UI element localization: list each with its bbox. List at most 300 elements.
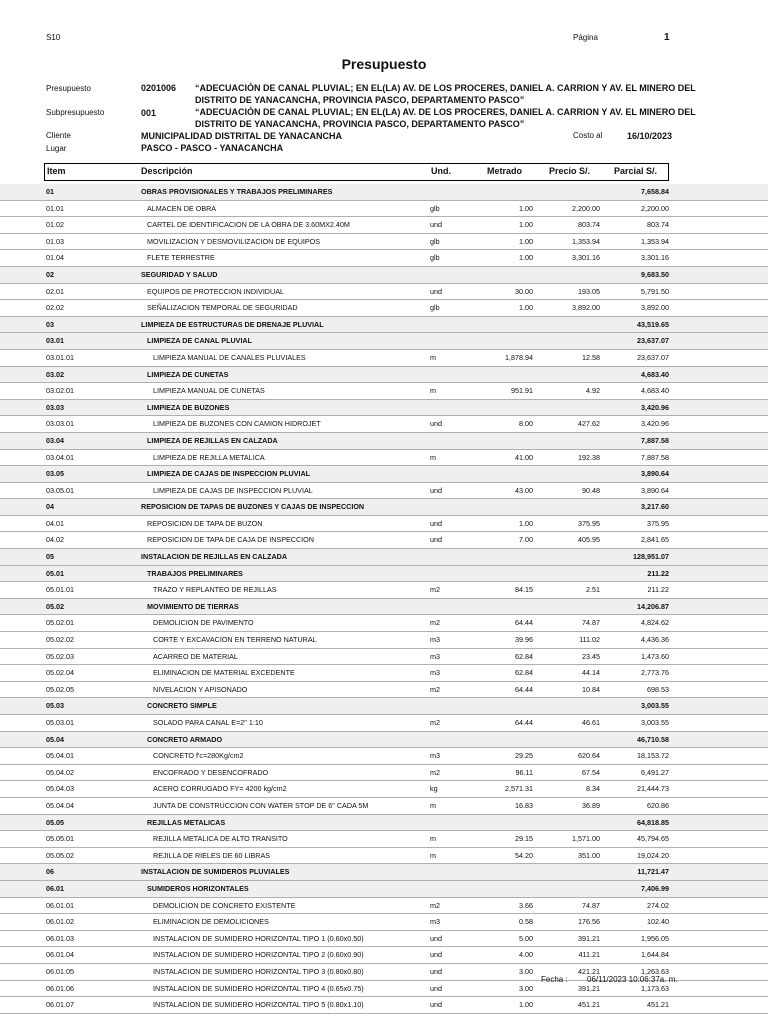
- metrado-cell: 3.00: [519, 966, 533, 976]
- table-row: [0, 798, 768, 815]
- description-cell: LIMPIEZA DE CUNETAS: [147, 369, 229, 379]
- parcial-cell: 4,824.62: [641, 618, 669, 628]
- parcial-cell: 211.22: [647, 568, 669, 578]
- unit-cell: m: [430, 834, 436, 844]
- parcial-cell: 1,353.94: [641, 236, 669, 246]
- metrado-cell: 29.25: [515, 751, 533, 761]
- parcial-cell: 5,791.50: [641, 286, 669, 296]
- metrado-cell: 1.00: [519, 253, 533, 263]
- cliente-value: MUNICIPALIDAD DISTRITAL DE YANACANCHA: [141, 131, 343, 141]
- metrado-cell: 0.58: [519, 917, 533, 927]
- parcial-cell: 803.74: [647, 220, 669, 230]
- metrado-cell: 62.84: [515, 668, 533, 678]
- precio-cell: 351.00: [578, 850, 600, 860]
- description-cell: CONCRETO SIMPLE: [147, 701, 217, 711]
- metrado-cell: 39.96: [515, 635, 533, 645]
- unit-cell: m: [430, 800, 436, 810]
- item-cell: 05.04.01: [46, 751, 74, 761]
- precio-cell: 451.21: [578, 1000, 600, 1010]
- description-cell: REPOSICION DE TAPA DE CAJA DE INSPECCION: [147, 535, 314, 545]
- parcial-cell: 102.40: [647, 917, 669, 927]
- presupuesto-code: 0201006: [141, 83, 177, 93]
- metrado-cell: 64.44: [515, 684, 533, 694]
- description-cell: ACARREO DE MATERIAL: [153, 651, 238, 661]
- table-row: [0, 765, 768, 782]
- unit-cell: glb: [430, 303, 440, 313]
- table-row: [0, 815, 768, 832]
- parcial-cell: 7,406.99: [641, 883, 669, 893]
- precio-cell: 375.95: [578, 518, 600, 528]
- description-cell: INSTALACION DE SUMIDERO HORIZONTAL TIPO 2 (0.60x0.90): [153, 950, 364, 960]
- table-row: [0, 483, 768, 500]
- table-row: [0, 250, 768, 267]
- description-cell: CARTEL DE IDENTIFICACION DE LA OBRA DE 3.60MX2.40M: [147, 220, 350, 230]
- table-row: [0, 450, 768, 467]
- description-cell: OBRAS PROVISIONALES Y TRABAJOS PRELIMINARES: [141, 187, 333, 196]
- parcial-cell: 1,644.84: [641, 950, 669, 960]
- precio-cell: 23.45: [582, 651, 600, 661]
- table-row: [0, 848, 768, 865]
- precio-cell: 111.02: [579, 635, 600, 645]
- parcial-cell: 1,956.05: [641, 933, 669, 943]
- metrado-cell: 30.00: [515, 286, 533, 296]
- description-cell: MOVIMIENTO DE TIERRAS: [147, 601, 239, 611]
- item-cell: 01.03: [46, 236, 64, 246]
- metrado-cell: 1.00: [519, 220, 533, 230]
- parcial-cell: 21,444.73: [637, 784, 669, 794]
- parcial-cell: 11,721.47: [637, 867, 669, 877]
- table-row: [0, 433, 768, 450]
- precio-cell: 1,571.00: [572, 834, 600, 844]
- parcial-cell: 64,818.85: [637, 817, 669, 827]
- description-cell: ACERO CORRUGADO FY= 4200 kg/cm2: [153, 784, 287, 794]
- parcial-cell: 46,710.58: [637, 734, 669, 744]
- item-cell: 02: [46, 269, 54, 279]
- description-cell: DEMOLICION DE PAVIMENTO: [153, 618, 254, 628]
- unit-cell: und: [430, 419, 442, 429]
- parcial-cell: 211.22: [647, 585, 669, 595]
- table-row: [0, 615, 768, 632]
- parcial-cell: 43,519.65: [637, 319, 669, 329]
- description-cell: TRABAJOS PRELIMINARES: [147, 568, 243, 578]
- description-cell: LIMPIEZA DE ESTRUCTURAS DE DRENAJE PLUVIAL: [141, 319, 324, 329]
- table-row: [0, 947, 768, 964]
- unit-cell: und: [430, 950, 442, 960]
- description-cell: INSTALACION DE SUMIDEROS PLUVIALES: [141, 867, 290, 877]
- column-header-metrado: Metrado: [487, 166, 523, 176]
- parcial-cell: 23,637.07: [637, 352, 669, 362]
- parcial-cell: 4,683.40: [641, 369, 669, 379]
- unit-cell: m3: [430, 668, 440, 678]
- description-cell: TRAZO Y REPLANTEO DE REJILLAS: [153, 585, 277, 595]
- description-cell: REPOSICION DE TAPA DE BUZON: [147, 518, 263, 528]
- precio-cell: 44.14: [582, 668, 600, 678]
- table-row: [0, 599, 768, 616]
- precio-cell: 2,200.00: [572, 203, 600, 213]
- unit-cell: glb: [430, 236, 440, 246]
- precio-cell: 391.21: [578, 933, 600, 943]
- table-row: [0, 898, 768, 915]
- item-cell: 03.05: [46, 469, 64, 479]
- metrado-cell: 64.44: [515, 718, 533, 727]
- precio-cell: 10.84: [582, 684, 600, 694]
- item-cell: 06.01: [46, 883, 64, 893]
- precio-cell: 3,892.00: [572, 303, 600, 313]
- metrado-cell: 7.00: [519, 535, 533, 545]
- item-cell: 06.01.02: [46, 917, 74, 927]
- description-cell: INSTALACION DE SUMIDERO HORIZONTAL TIPO 4 (0.65x0.75): [153, 983, 364, 993]
- metrado-cell: 1.00: [519, 203, 533, 213]
- table-row: [0, 350, 768, 367]
- metrado-cell: 1,878.94: [505, 352, 533, 362]
- unit-cell: m: [430, 352, 436, 362]
- metrado-cell: 951.91: [511, 386, 533, 396]
- parcial-cell: 3,892.00: [641, 303, 669, 313]
- item-cell: 05.01.01: [46, 585, 74, 595]
- description-cell: INSTALACION DE SUMIDERO HORIZONTAL TIPO 5 (0.80x1.10): [153, 1000, 364, 1010]
- precio-cell: 192.38: [578, 452, 600, 462]
- table-row: [0, 267, 768, 284]
- unit-cell: m3: [430, 635, 440, 645]
- report-code: S10: [46, 33, 61, 42]
- precio-cell: 67.54: [582, 767, 600, 777]
- description-cell: ALMACEN DE OBRA: [147, 203, 217, 213]
- precio-cell: 2.51: [586, 585, 600, 595]
- item-cell: 03.03: [46, 402, 64, 412]
- subpresupuesto-description-line-2: DISTRITO DE YANACANCHA, PROVINCIA PASCO, DEPARTAMENTO PASCO”: [195, 119, 525, 129]
- item-cell: 02.02: [46, 303, 64, 313]
- description-cell: REPOSICION DE TAPAS DE BUZONES Y CAJAS DE INSPECCION: [141, 502, 365, 512]
- description-cell: INSTALACION DE REJILLAS EN CALZADA: [141, 552, 288, 562]
- metrado-cell: 2,571.31: [505, 784, 533, 794]
- table-row: [0, 748, 768, 765]
- description-cell: CONCRETO f'c=280Kg/cm2: [153, 751, 244, 761]
- item-cell: 06.01.06: [46, 983, 74, 993]
- item-cell: 04.02: [46, 535, 64, 545]
- parcial-cell: 4,683.40: [641, 386, 669, 396]
- table-row: [0, 549, 768, 566]
- table-row: [0, 300, 768, 317]
- metrado-cell: 4.00: [519, 950, 533, 960]
- parcial-cell: 1,263.63: [641, 966, 669, 976]
- parcial-cell: 18,153.72: [637, 751, 669, 761]
- unit-cell: m2: [430, 684, 440, 694]
- presupuesto-description-line-1: “ADECUACIÓN DE CANAL PLUVIAL; EN EL(LA) AV. DE LOS PROCERES, DANIEL A. CARRION Y AV. EL MINERO DEL: [195, 83, 696, 93]
- parcial-cell: 3,420.96: [641, 419, 669, 429]
- precio-cell: 3,301.16: [572, 253, 600, 263]
- metrado-cell: 43.00: [515, 485, 533, 495]
- table-row: [0, 997, 768, 1014]
- parcial-cell: 274.02: [647, 900, 669, 910]
- precio-cell: 421.21: [578, 966, 600, 976]
- page-title: Presupuesto: [341, 56, 427, 72]
- item-cell: 01: [46, 187, 54, 196]
- table-row: [0, 234, 768, 251]
- column-header-item: Item: [47, 166, 66, 176]
- precio-cell: 391.21: [578, 983, 600, 993]
- description-cell: ENCOFRADO Y DESENCOFRADO: [153, 767, 269, 777]
- metrado-cell: 3.66: [519, 900, 533, 910]
- metrado-cell: 1.00: [519, 1000, 533, 1010]
- metrado-cell: 1.00: [519, 236, 533, 246]
- description-cell: SUMIDEROS HORIZONTALES: [147, 883, 249, 893]
- parcial-cell: 2,200.00: [641, 203, 669, 213]
- table-row: [0, 466, 768, 483]
- unit-cell: und: [430, 518, 442, 528]
- precio-cell: 176.56: [578, 917, 600, 927]
- precio-cell: 74.87: [582, 900, 600, 910]
- unit-cell: m3: [430, 651, 440, 661]
- costo-date: 16/10/2023: [627, 131, 673, 141]
- description-cell: ELIMINACION DE DEMOLICIONES: [153, 917, 269, 927]
- unit-cell: m: [430, 386, 436, 396]
- item-cell: 06.01.04: [46, 950, 74, 960]
- description-cell: REJILLA DE RIELES DE 60 LIBRAS: [153, 850, 271, 860]
- parcial-cell: 23,637.07: [637, 336, 669, 346]
- table-row: [0, 582, 768, 599]
- description-cell: LIMPIEZA DE REJILLA METALICA: [153, 452, 265, 462]
- parcial-cell: 7,658.84: [641, 187, 669, 196]
- table-row: [0, 698, 768, 715]
- item-cell: 05.05.01: [46, 834, 74, 844]
- parcial-cell: 3,003.55: [641, 701, 669, 711]
- item-cell: 05.03.01: [46, 718, 74, 727]
- parcial-cell: 6,491.27: [641, 767, 669, 777]
- description-cell: NIVELACION Y APISONADO: [153, 684, 248, 694]
- table-row: [0, 383, 768, 400]
- parcial-cell: 2,841.65: [641, 535, 669, 545]
- unit-cell: und: [430, 220, 442, 230]
- column-header-parcial: Parcial S/.: [614, 166, 658, 176]
- item-cell: 03.03.01: [46, 419, 74, 429]
- metrado-cell: 1.00: [519, 518, 533, 528]
- item-cell: 05.03: [46, 701, 64, 711]
- description-cell: REJILLA METALICA DE ALTO TRANSITO: [153, 834, 288, 844]
- table-row: [0, 781, 768, 798]
- precio-cell: 1,353.94: [572, 236, 600, 246]
- item-cell: 05.05.02: [46, 850, 74, 860]
- item-cell: 05.04.02: [46, 767, 74, 777]
- parcial-cell: 4,436.36: [641, 635, 669, 645]
- precio-cell: 12.58: [582, 352, 600, 362]
- item-cell: 05.02.03: [46, 651, 74, 661]
- unit-cell: und: [430, 535, 442, 545]
- parcial-cell: 7,887.58: [641, 435, 669, 445]
- item-cell: 04: [46, 502, 54, 512]
- metrado-cell: 96.11: [515, 767, 533, 777]
- table-row: [0, 665, 768, 682]
- table-row: [0, 566, 768, 583]
- table-row: [0, 499, 768, 516]
- precio-cell: 427.62: [578, 419, 600, 429]
- parcial-cell: 698.53: [647, 684, 669, 694]
- unit-cell: m: [430, 452, 436, 462]
- table-header: [44, 163, 669, 181]
- description-cell: LIMPIEZA MANUAL DE CUNETAS: [153, 386, 265, 396]
- parcial-cell: 3,217.60: [641, 502, 669, 512]
- description-cell: EQUIPOS DE PROTECCION INDIVIDUAL: [147, 286, 284, 296]
- costo-label: Costo al: [573, 131, 603, 140]
- metrado-cell: 8.00: [519, 419, 533, 429]
- column-header-descripcion: Descripción: [141, 166, 193, 176]
- item-cell: 03.02: [46, 369, 64, 379]
- table-row: [0, 732, 768, 749]
- item-cell: 03.05.01: [46, 485, 74, 495]
- precio-cell: 193.05: [578, 286, 600, 296]
- description-cell: SEGURIDAD Y SALUD: [141, 269, 218, 279]
- table-row: [0, 217, 768, 234]
- precio-cell: 4.92: [586, 386, 600, 396]
- lugar-value: PASCO - PASCO - YANACANCHA: [141, 143, 284, 153]
- parcial-cell: 1,473.60: [641, 651, 669, 661]
- item-cell: 05.02.02: [46, 635, 74, 645]
- item-cell: 03.01.01: [46, 352, 74, 362]
- lugar-label: Lugar: [46, 144, 67, 153]
- unit-cell: m2: [430, 718, 440, 727]
- table-row: [0, 416, 768, 433]
- metrado-cell: 1.00: [519, 303, 533, 313]
- parcial-cell: 3,301.16: [641, 253, 669, 263]
- table-row: [0, 914, 768, 931]
- fecha-value: 06/11/2023 10:06:37a. m.: [587, 975, 678, 984]
- parcial-cell: 3,003.55: [641, 718, 669, 727]
- description-cell: MOVILIZACION Y DESMOVILIZACION DE EQUIPOS: [147, 236, 321, 246]
- precio-cell: 803.74: [578, 220, 600, 230]
- unit-cell: und: [430, 286, 442, 296]
- precio-cell: 411.21: [578, 950, 600, 960]
- metrado-cell: 64.44: [515, 618, 533, 628]
- item-cell: 05.02.04: [46, 668, 74, 678]
- parcial-cell: 620.86: [647, 800, 669, 810]
- item-cell: 01.04: [46, 253, 64, 263]
- table-row: [0, 864, 768, 881]
- parcial-cell: 375.95: [647, 518, 669, 528]
- metrado-cell: 41.00: [515, 452, 533, 462]
- table-row: [0, 201, 768, 218]
- item-cell: 05.02.05: [46, 684, 74, 694]
- table-row: [0, 400, 768, 417]
- item-cell: 05.02: [46, 601, 64, 611]
- unit-cell: m2: [430, 900, 440, 910]
- unit-cell: m3: [430, 917, 440, 927]
- item-cell: 04.01: [46, 518, 64, 528]
- item-cell: 03.04.01: [46, 452, 74, 462]
- item-cell: 06.01.05: [46, 966, 74, 976]
- description-cell: CONCRETO ARMADO: [147, 734, 223, 744]
- unit-cell: m2: [430, 585, 440, 595]
- item-cell: 06.01.07: [46, 1000, 74, 1010]
- item-cell: 05: [46, 552, 54, 562]
- description-cell: LIMPIEZA DE BUZONES: [147, 402, 230, 412]
- precio-cell: 46.61: [582, 718, 600, 727]
- item-cell: 03: [46, 319, 54, 329]
- description-cell: DEMOLICION DE CONCRETO EXISTENTE: [153, 900, 296, 910]
- table-row: [0, 284, 768, 301]
- table-row: [0, 333, 768, 350]
- unit-cell: und: [430, 933, 442, 943]
- precio-cell: 74.87: [582, 618, 600, 628]
- unit-cell: m3: [430, 751, 440, 761]
- metrado-cell: 29.15: [515, 834, 533, 844]
- table-row: [0, 184, 768, 201]
- table-row: [0, 632, 768, 649]
- item-cell: 05.04.03: [46, 784, 74, 794]
- parcial-cell: 1,173.63: [641, 983, 669, 993]
- item-cell: 06.01.01: [46, 900, 74, 910]
- table-row: [0, 831, 768, 848]
- table-row: [0, 367, 768, 384]
- description-cell: SOLADO PARA CANAL E=2" 1:10: [153, 718, 263, 727]
- metrado-cell: 5.00: [519, 933, 533, 943]
- description-cell: INSTALACION DE SUMIDERO HORIZONTAL TIPO 1 (0.60x0.50): [153, 933, 364, 943]
- description-cell: LIMPIEZA DE REJILLAS EN CALZADA: [147, 435, 278, 445]
- table-row: [0, 317, 768, 334]
- table-row: [0, 516, 768, 533]
- unit-cell: und: [430, 485, 442, 495]
- metrado-cell: 54.20: [515, 850, 533, 860]
- page-number: 1: [664, 32, 670, 43]
- subpresupuesto-description-line-1: “ADECUACIÓN DE CANAL PLUVIAL; EN EL(LA) AV. DE LOS PROCERES, DANIEL A. CARRION Y AV. EL MINERO DEL: [195, 107, 696, 117]
- description-cell: LIMPIEZA DE CAJAS DE INSPECCION PLUVIAL: [153, 485, 313, 495]
- item-cell: 06: [46, 867, 54, 877]
- parcial-cell: 3,420.96: [641, 402, 669, 412]
- parcial-cell: 3,890.64: [641, 485, 669, 495]
- description-cell: CORTE Y EXCAVACION EN TERRENO NATURAL: [153, 635, 317, 645]
- item-cell: 05.02.01: [46, 618, 74, 628]
- parcial-cell: 9,683.50: [641, 269, 669, 279]
- unit-cell: glb: [430, 253, 440, 263]
- unit-cell: und: [430, 983, 442, 993]
- unit-cell: m2: [430, 618, 440, 628]
- item-cell: 03.02.01: [46, 386, 74, 396]
- table-row: [0, 715, 768, 732]
- subpresupuesto-code: 001: [141, 108, 157, 118]
- parcial-cell: 14,206.87: [637, 601, 669, 611]
- precio-cell: 405.95: [578, 535, 600, 545]
- item-cell: 03.04: [46, 435, 64, 445]
- unit-cell: und: [430, 1000, 442, 1010]
- description-cell: JUNTA DE CONSTRUCCION CON WATER STOP DE 6" CADA 5M: [153, 800, 369, 810]
- parcial-cell: 451.21: [647, 1000, 669, 1010]
- item-cell: 06.01.03: [46, 933, 74, 943]
- presupuesto-description-line-2: DISTRITO DE YANACANCHA, PROVINCIA PASCO, DEPARTAMENTO PASCO”: [195, 95, 525, 105]
- budget-table-body: [0, 184, 768, 1014]
- parcial-cell: 7,887.58: [641, 452, 669, 462]
- subpresupuesto-label: Subpresupuesto: [46, 108, 105, 117]
- metrado-cell: 62.84: [515, 651, 533, 661]
- precio-cell: 8.34: [586, 784, 600, 794]
- fecha-label: Fecha :: [541, 975, 568, 984]
- description-cell: FLETE TERRESTRE: [147, 253, 215, 263]
- precio-cell: 36.89: [582, 800, 600, 810]
- item-cell: 05.04: [46, 734, 64, 744]
- description-cell: LIMPIEZA MANUAL DE CANALES PLUVIALES: [153, 352, 306, 362]
- table-row: [0, 931, 768, 948]
- parcial-cell: 19,024.20: [637, 850, 669, 860]
- description-cell: LIMPIEZA DE CAJAS DE INSPECCION PLUVIAL: [147, 469, 311, 479]
- item-cell: 05.04.04: [46, 800, 74, 810]
- parcial-cell: 45,794.65: [637, 834, 669, 844]
- precio-cell: 90.48: [582, 485, 600, 495]
- cliente-label: Cliente: [46, 131, 71, 140]
- description-cell: INSTALACION DE SUMIDERO HORIZONTAL TIPO 3 (0.80x0.80): [153, 966, 364, 976]
- presupuesto-label: Presupuesto: [46, 84, 91, 93]
- page-label: Página: [573, 33, 598, 42]
- item-cell: 01.02: [46, 220, 64, 230]
- parcial-cell: 128,951.07: [633, 552, 669, 562]
- table-row: [0, 881, 768, 898]
- metrado-cell: 16.83: [515, 800, 533, 810]
